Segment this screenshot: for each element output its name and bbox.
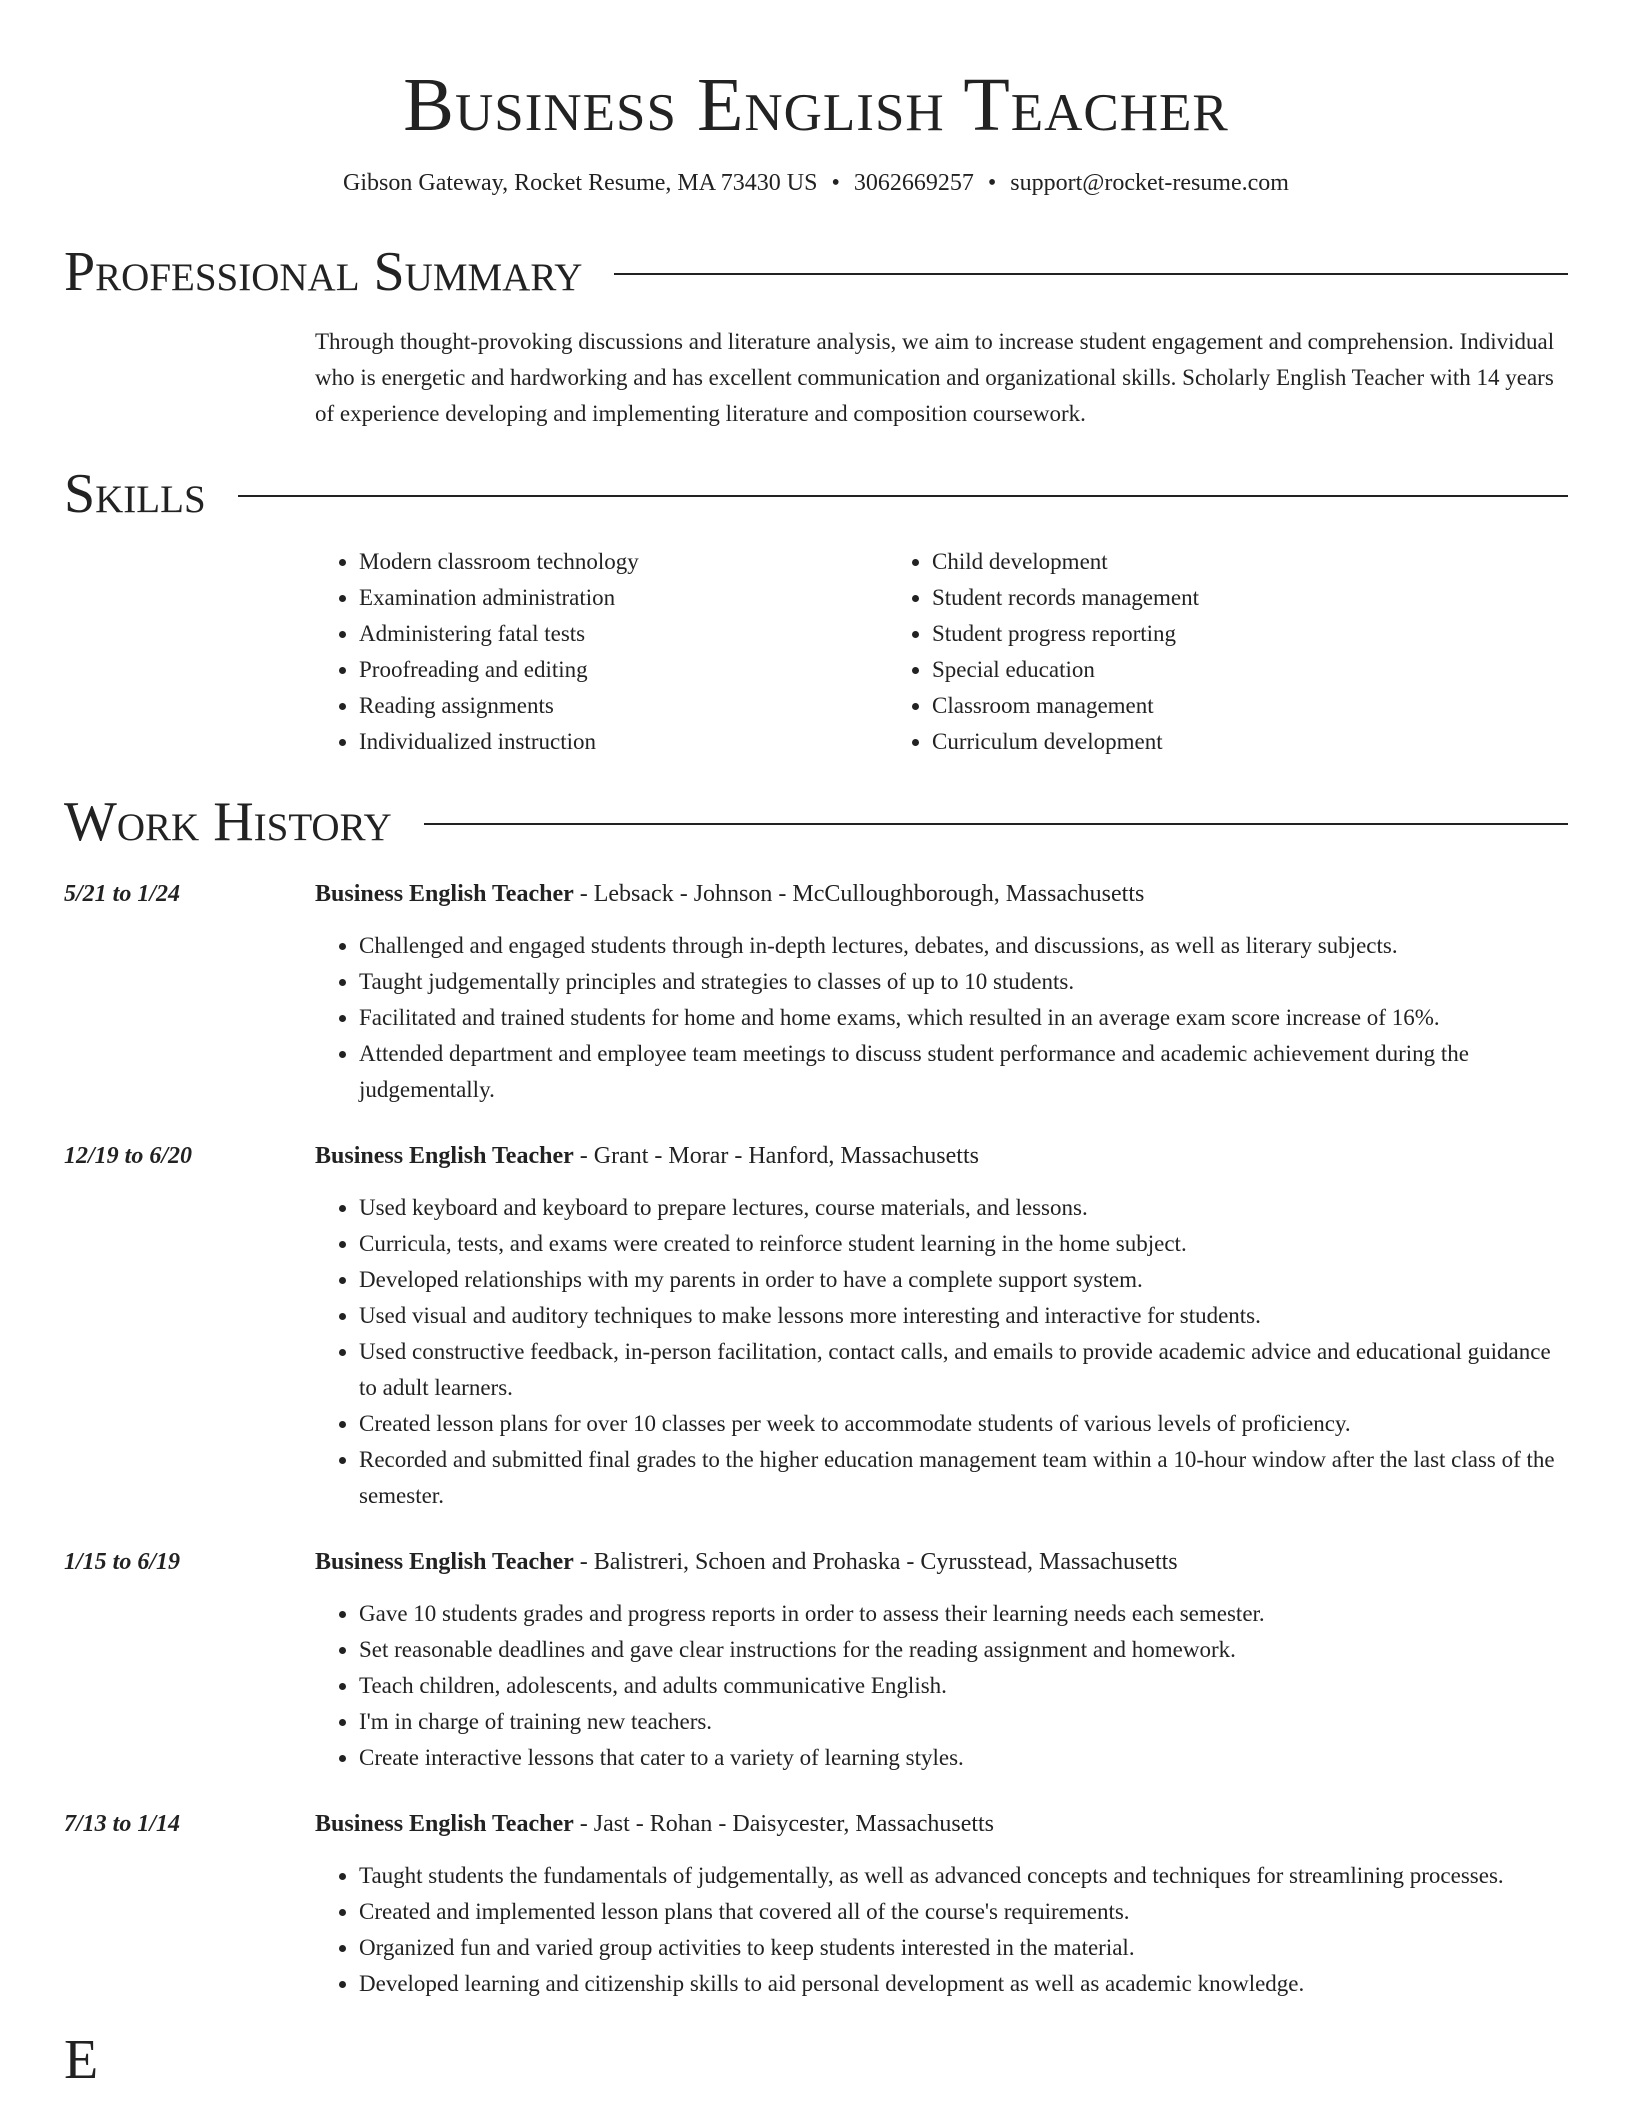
job-title: Business English Teacher — [315, 881, 574, 907]
job-bullet: • Curricula, tests, and exams were created to reinforce student learning in the home subject. — [359, 1226, 1568, 1262]
skills-column-right — [888, 544, 1532, 760]
job-title: Business English Teacher — [315, 1811, 574, 1837]
skill-item: • Proofreading and editing — [359, 652, 932, 688]
contact-phone: 3062669257 — [853, 170, 974, 196]
job-details — [315, 1806, 1568, 2002]
job-bullet: • Set reasonable deadlines and gave clear instructions for the reading assignment and homework. — [359, 1632, 1568, 1668]
job-bullet: • Taught judgementally principles and strategies to classes of up to 10 students. — [359, 964, 1568, 1000]
job-bullet: • Challenged and engaged students through in-depth lectures, debates, and discussions, as well as literary subjects. — [359, 928, 1568, 964]
job-entry — [64, 1806, 1568, 2002]
job-bullet: • Developed learning and citizenship skills to aid personal development as well as academic knowledge. — [359, 1966, 1568, 2002]
job-bullets — [315, 928, 1568, 1108]
skill-item: • Student records management — [932, 580, 1532, 616]
skill-item: • Special education — [932, 652, 1532, 688]
section-divider — [424, 823, 1568, 825]
job-entry — [64, 1544, 1568, 1776]
job-bullet: • I'm in charge of training new teachers. — [359, 1704, 1568, 1740]
contact-address: Gibson Gateway, Rocket Resume, MA 73430 US — [343, 170, 818, 196]
job-title: Business English Teacher — [315, 1143, 574, 1169]
job-heading — [315, 1806, 1568, 1842]
job-company: - Lebsack - Johnson - McCulloughborough, Massachusetts — [573, 881, 1145, 907]
job-bullet: • Facilitated and trained students for home and home exams, which resulted in an average exam score increase of 16%. — [359, 1000, 1568, 1036]
contact-separator: • — [987, 170, 997, 196]
job-bullet: • Create interactive lessons that cater to a variety of learning styles. — [359, 1740, 1568, 1776]
job-dates: 7/13 to 1/14 — [64, 1811, 181, 1837]
job-bullets — [315, 1190, 1568, 1514]
job-bullet: • Teach children, adolescents, and adults communicative English. — [359, 1668, 1568, 1704]
skill-item: • Modern classroom technology — [359, 544, 932, 580]
skills-list — [315, 544, 1568, 760]
skill-item: • Administering fatal tests — [359, 616, 932, 652]
job-details — [315, 1138, 1568, 1514]
skills-title: Skills — [64, 463, 206, 525]
next-section-title-partial: E — [64, 2029, 99, 2091]
job-heading — [315, 1544, 1568, 1580]
page-title: Business English Teacher — [403, 63, 1229, 147]
skill-item: • Individualized instruction — [359, 724, 932, 760]
job-details — [315, 1544, 1568, 1776]
job-company: - Jast - Rohan - Daisycester, Massachusetts — [573, 1811, 995, 1837]
job-heading — [315, 1138, 1568, 1174]
skill-item: • Reading assignments — [359, 688, 932, 724]
contact-email: support@rocket-resume.com — [1010, 170, 1289, 196]
job-bullet: • Developed relationships with my parents in order to have a complete support system. — [359, 1262, 1568, 1298]
job-dates: 1/15 to 6/19 — [64, 1549, 181, 1575]
summary-section-header — [64, 240, 1568, 304]
job-entry — [64, 1138, 1568, 1514]
job-title: Business English Teacher — [315, 1549, 574, 1575]
job-bullet: • Used keyboard and keyboard to prepare lectures, course materials, and lessons. — [359, 1190, 1568, 1226]
skill-item: • Classroom management — [932, 688, 1532, 724]
job-dates: 12/19 to 6/20 — [64, 1143, 193, 1169]
job-bullet: • Attended department and employee team meetings to discuss student performance and academic achievement during the judgementally. — [359, 1036, 1568, 1108]
job-bullet: • Recorded and submitted final grades to the higher education management team within a 10-hour window after the last class of the semester. — [359, 1442, 1568, 1514]
skill-item: • Curriculum development — [932, 724, 1532, 760]
skill-item: • Student progress reporting — [932, 616, 1532, 652]
work-section-header — [64, 790, 1568, 854]
job-heading — [315, 876, 1568, 912]
contact-line — [64, 168, 1568, 198]
skills-section-header — [64, 462, 1568, 526]
job-bullet: • Taught students the fundamentals of judgementally, as well as advanced concepts and techniques for streamlining processes. — [359, 1858, 1568, 1894]
job-details — [315, 876, 1568, 1108]
job-bullet: • Used visual and auditory techniques to make lessons more interesting and interactive for students. — [359, 1298, 1568, 1334]
job-bullet: • Created and implemented lesson plans that covered all of the course's requirements. — [359, 1894, 1568, 1930]
job-dates: 5/21 to 1/24 — [64, 881, 181, 907]
job-entry — [64, 876, 1568, 1108]
skill-item: • Child development — [932, 544, 1532, 580]
section-divider — [614, 273, 1568, 275]
job-bullets — [315, 1596, 1568, 1776]
job-company: - Balistreri, Schoen and Prohaska - Cyrusstead, Massachusetts — [573, 1549, 1178, 1575]
resume-page — [64, 0, 1568, 2092]
job-bullet: • Organized fun and varied group activities to keep students interested in the material. — [359, 1930, 1568, 1966]
job-bullet: • Created lesson plans for over 10 classes per week to accommodate students of various levels of proficiency. — [359, 1406, 1568, 1442]
job-bullets — [315, 1858, 1568, 2002]
summary-title: Professional Summary — [64, 241, 583, 303]
section-divider — [238, 495, 1568, 497]
job-company: - Grant - Morar - Hanford, Massachusetts — [573, 1143, 979, 1169]
job-bullet: • Used constructive feedback, in-person facilitation, contact calls, and emails to provide academic advice and educational guidance to adult learners. — [359, 1334, 1568, 1406]
job-bullet: • Gave 10 students grades and progress reports in order to assess their learning needs each semester. — [359, 1596, 1568, 1632]
contact-separator: • — [831, 170, 840, 196]
skill-item: • Examination administration — [359, 580, 932, 616]
work-history-list — [64, 876, 1568, 2002]
work-title: Work History — [64, 791, 392, 853]
summary-text: Through thought-provoking discussions and literature analysis, we aim to increase student engagement and comprehension. Individual who is energetic and hardworking and has excellent communication and organizational skills. Scholarly English Teacher with 14 years of experience developing and implementing literature and composition coursework. — [315, 329, 1555, 426]
skills-column-left — [315, 544, 932, 760]
